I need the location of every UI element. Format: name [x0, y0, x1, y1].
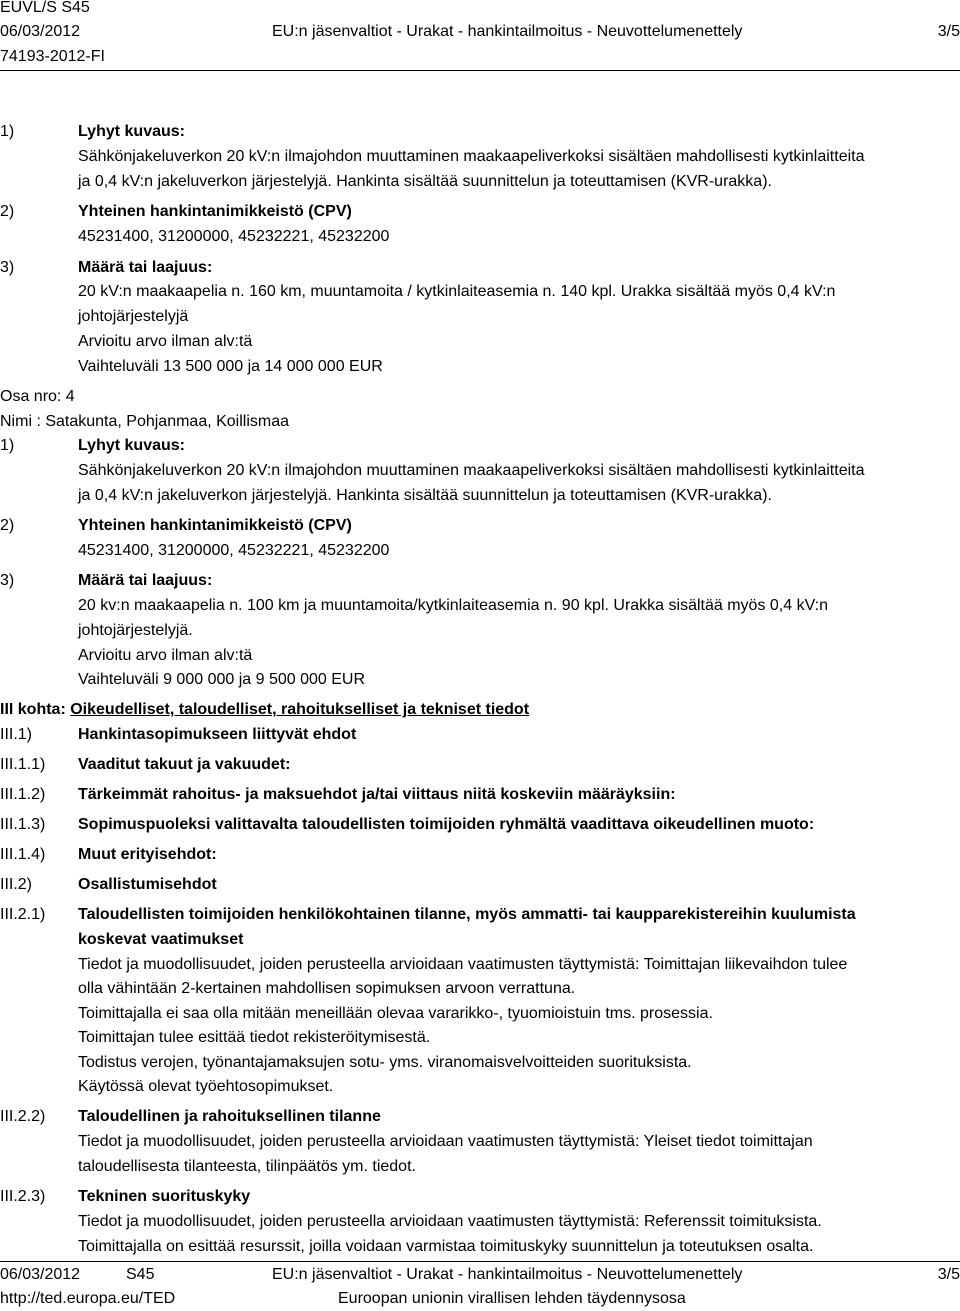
header-doc-id: 74193-2012-FI — [0, 48, 105, 65]
lot3-cpv-codes: 45231400, 31200000, 45232221, 45232200 — [78, 228, 390, 245]
personal-situation-label-line2: koskevat vaatimukset — [78, 931, 244, 948]
item-number: III.1.2) — [0, 786, 46, 803]
item-number: III.1.4) — [0, 846, 46, 863]
participation-conditions-label: Osallistumisehdot — [78, 876, 217, 893]
lot3-value-range: Vaihteluväli 13 500 000 ja 14 000 000 EUR — [78, 358, 383, 375]
guarantees-label: Vaaditut takuut ja vakuudet: — [78, 756, 291, 773]
footer-title: EU:n jäsenvaltiot - Urakat - hankintailmoitus - Neuvottelumenettely — [272, 1266, 743, 1283]
header-date: 06/03/2012 — [0, 23, 81, 40]
lot4-cpv-codes: 45231400, 31200000, 45232221, 45232200 — [78, 542, 390, 559]
lot4-short-description-line1: Sähkönjakeluverkon 20 kV:n ilmajohdon muuttaminen maakaapeliverkoksi sisältäen mahdollisesti kytkinlaitteita — [78, 462, 865, 479]
lot3-s1-number: 1) — [0, 123, 15, 140]
lot4-quantity-label: Määrä tai laajuus: — [78, 572, 213, 589]
financial-standing-label: Taloudellinen ja rahoituksellinen tilanne — [78, 1108, 381, 1125]
header-series: EUVL/S S45 — [0, 0, 90, 16]
lot3-quantity-label: Määrä tai laajuus: — [78, 259, 213, 276]
section-iii-heading — [0, 698, 529, 722]
lot3-short-description-label: Lyhyt kuvaus: — [78, 123, 185, 140]
lot4-short-description-label: Lyhyt kuvaus: — [78, 437, 185, 454]
technical-capacity-text: Tiedot ja muodollisuudet, joiden perusteella arvioidaan vaatimusten täyttymistä: Referenssit toimituksista. — [78, 1213, 822, 1230]
section-iii-title: Oikeudelliset, taloudelliset, rahoitukselliset ja tekniset tiedot — [70, 701, 530, 718]
item-number: III.2.3) — [0, 1188, 46, 1205]
item-number: III.2.2) — [0, 1108, 46, 1125]
lot4-s2-number: 2) — [0, 517, 15, 534]
item-number: III.2) — [0, 876, 33, 893]
technical-capacity-text: Toimittajalla on esittää resurssit, joilla voidaan varmistaa toimituskyky suunnittelun ja toteutuksen osalta. — [78, 1238, 814, 1255]
lot3-s3-number: 3) — [0, 259, 15, 276]
lot3-estimated-value-label: Arvioitu arvo ilman alv:tä — [78, 333, 253, 350]
lot4-short-description-line2: ja 0,4 kV:n jakeluverkon järjestelyjä. Hankinta sisältää suunnittelun ja toteuttamisen (KVR-urakka). — [78, 487, 772, 504]
lot4-cpv-label: Yhteinen hankintanimikkeistö (CPV) — [78, 517, 352, 534]
header-page-number: 3/5 — [937, 23, 960, 40]
footer-page-number: 3/5 — [937, 1266, 960, 1283]
lot3-short-description-line2: ja 0,4 kV:n jakeluverkon järjestelyjä. Hankinta sisältää suunnittelun ja toteuttamisen (KVR-urakka). — [78, 173, 772, 190]
footer-url-link[interactable]: http://ted.europa.eu/TED — [0, 1290, 176, 1307]
section-iii-prefix: III kohta: — [0, 701, 66, 718]
footer-divider — [0, 1261, 960, 1262]
header-title: EU:n jäsenvaltiot - Urakat - hankintailmoitus - Neuvottelumenettely — [272, 23, 743, 40]
footer-publication: Euroopan unionin virallisen lehden täydennysosa — [338, 1290, 686, 1307]
personal-situation-text: Käytössä olevat työehtosopimukset. — [78, 1078, 334, 1095]
lot3-short-description-line1: Sähkönjakeluverkon 20 kV:n ilmajohdon muuttaminen maakaapeliverkoksi sisältäen mahdollisesti kytkinlaitteita — [78, 148, 865, 165]
item-number: III.2.1) — [0, 906, 46, 923]
personal-situation-label-line1: Taloudellisten toimijoiden henkilökohtainen tilanne, myös ammatti- tai kaupparekistereihin kuulumista — [78, 906, 856, 923]
personal-situation-text: Toimittajan tulee esittää tiedot rekisteröitymisestä. — [78, 1029, 431, 1046]
lot4-number: Osa nro: 4 — [0, 388, 75, 405]
item-number: III.1.3) — [0, 816, 46, 833]
lot4-quantity-line1: 20 kv:n maakaapelia n. 100 km ja muuntamoita/kytkinlaiteasemia n. 90 kpl. Urakka sisältää myös 0,4 kV:n — [78, 597, 828, 614]
lot3-cpv-label: Yhteinen hankintanimikkeistö (CPV) — [78, 203, 352, 220]
lot3-quantity-line2: johtojärjestelyjä — [78, 308, 189, 325]
personal-situation-text: Tiedot ja muodollisuudet, joiden perusteella arvioidaan vaatimusten täyttymistä: Toimittajan liikevaihdon tulee — [78, 956, 848, 973]
footer-series: S45 — [126, 1266, 155, 1283]
item-number: III.1.1) — [0, 756, 46, 773]
item-number: III.1) — [0, 726, 33, 743]
lot3-quantity-line1: 20 kV:n maakaapelia n. 160 km, muuntamoita / kytkinlaiteasemia n. 140 kpl. Urakka sisältää myös 0,4 kV:n — [78, 283, 836, 300]
header-divider — [0, 70, 960, 71]
contract-conditions-label: Hankintasopimukseen liittyvät ehdot — [78, 726, 357, 743]
lot4-s3-number: 3) — [0, 572, 15, 589]
lot4-estimated-value-label: Arvioitu arvo ilman alv:tä — [78, 647, 253, 664]
lot4-quantity-line2: johtojärjestelyjä. — [78, 622, 193, 639]
financial-standing-text: taloudellisesta tilanteesta, tilinpäätös ym. tiedot. — [78, 1158, 416, 1175]
lot3-s2-number: 2) — [0, 203, 15, 220]
personal-situation-text: Todistus verojen, työnantajamaksujen sotu- yms. viranomaisvelvoitteiden suorituksista. — [78, 1054, 692, 1071]
legal-form-label: Sopimuspuoleksi valittavalta taloudellisten toimijoiden ryhmältä vaadittava oikeudellinen muoto: — [78, 816, 815, 833]
footer-date: 06/03/2012 — [0, 1266, 81, 1283]
personal-situation-text: olla vähintään 2-kertainen mahdollisen sopimuksen arvoon verrattuna. — [78, 980, 576, 997]
financing-terms-label: Tärkeimmät rahoitus- ja maksuehdot ja/tai viittaus niitä koskeviin määräyksiin: — [78, 786, 676, 803]
lot4-value-range: Vaihteluväli 9 000 000 ja 9 500 000 EUR — [78, 671, 366, 688]
technical-capacity-label: Tekninen suorituskyky — [78, 1188, 251, 1205]
lot4-name: Nimi : Satakunta, Pohjanmaa, Koillismaa — [0, 413, 290, 430]
lot4-s1-number: 1) — [0, 437, 15, 454]
personal-situation-text: Toimittajalla ei saa olla mitään meneillään olevaa vararikko-, tyuomioistuin tms. prosessia. — [78, 1005, 713, 1022]
other-conditions-label: Muut erityisehdot: — [78, 846, 217, 863]
financial-standing-text: Tiedot ja muodollisuudet, joiden perusteella arvioidaan vaatimusten täyttymistä: Yleiset tiedot toimittajan — [78, 1133, 813, 1150]
